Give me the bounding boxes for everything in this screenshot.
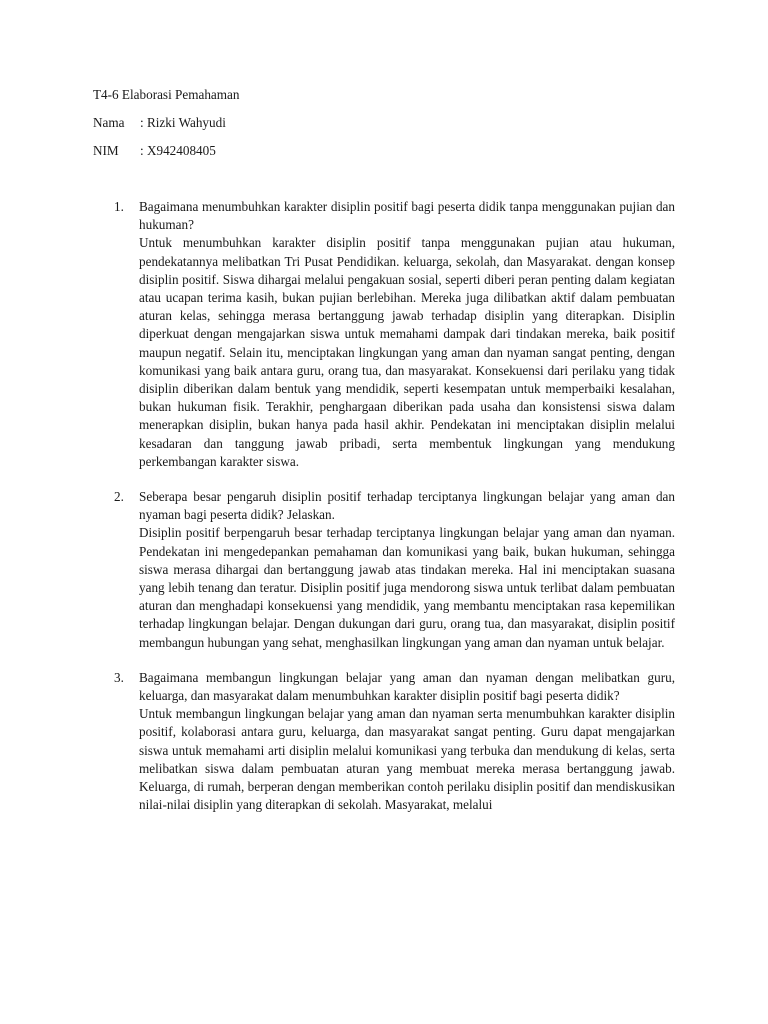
nim-row — [93, 142, 693, 170]
answer-text: Untuk membangun lingkungan belajar yang aman dan nyaman serta menumbuhkan karakter disiplin positif, kolaborasi antara guru, keluarga, dan masyarakat sangat penting. Guru dapat mengajarkan siswa untuk memahami arti disiplin melalui komunikasi yang terbuka dan mendukung di kelas, serta melibatkan siswa dalam pembuatan aturan yang membuat mereka merasa bertanggung jawab. Keluarga, di rumah, berperan dengan memberikan contoh perilaku disiplin positif dan mendiskusikan nilai-nilai disiplin yang diterapkan di sekolah. Masyarakat, melalui — [139, 706, 675, 813]
question-number: 2. — [114, 489, 124, 505]
document-header — [93, 86, 693, 170]
question-list — [114, 198, 675, 832]
question-text: Bagaimana menumbuhkan karakter disiplin positif bagi peserta didik tanpa menggunakan pujian dan hukuman? — [139, 199, 675, 233]
document-title: T4-6 Elaborasi Pemahaman — [93, 87, 240, 102]
question-item-1 — [114, 198, 675, 471]
question-number: 1. — [114, 199, 124, 214]
name-row — [93, 114, 693, 142]
question-text: Seberapa besar pengaruh disiplin positif terhadap terciptanya lingkungan belajar yang aman dan nyaman bagi peserta didik? Jelaskan. — [139, 489, 675, 523]
nim-value: : X942408405 — [140, 143, 216, 158]
question-item-2 — [114, 488, 675, 652]
question-text: Bagaimana membangun lingkungan belajar yang aman dan nyaman dengan melibatkan guru, keluarga, dan masyarakat dalam menumbuhkan karakter disiplin positif bagi peserta didik? — [139, 669, 675, 704]
name-label: Nama — [93, 115, 125, 130]
name-value: : Rizki Wahyudi — [140, 115, 226, 130]
answer-text: Untuk menumbuhkan karakter disiplin positif tanpa menggunakan pujian atau hukuman, pendekatannya melibatkan Tri Pusat Pendidikan. keluarga, sekolah, dan Masyarakat. dengan konsep disiplin positif. Siswa dihargai melalui pengakuan sosial, seperti diberi peran penting dalam kegiatan atau ucapan terima kasih, bukan pujian berlebihan. Mereka juga dilibatkan aktif dalam pembuatan aturan kelas, sehingga merasa bertanggung jawab terhadap disiplin yang diterapkan. Disiplin diperkuat dengan mengajarkan siswa untuk memahami dampak dari tindakan mereka, baik positif maupun negatif. Selain itu, menciptakan lingkungan yang aman dan nyaman sangat penting, dengan komunikasi yang baik antara guru, orang tua, dan masyarakat. Konsekuensi dari perilaku yang tidak disiplin diberikan dalam bentuk yang mendidik, seperti kesempatan untuk memperbaiki kesalahan, bukan hukuman fisik. Terakhir, penghargaan diberikan pada usaha dan konsistensi siswa dalam menerapkan disiplin, bukan hanya pada hasil akhir. Pendekatan ini menciptakan disiplin melalui kesadaran dan tanggung jawab pribadi, serta membentuk lingkungan yang mendukung perkembangan karakter siswa. — [139, 235, 675, 469]
question-item-3 — [114, 669, 675, 815]
answer-text: Disiplin positif berpengaruh besar terhadap terciptanya lingkungan belajar yang aman dan nyaman. Pendekatan ini mengedepankan pemahaman dan komunikasi yang baik, bukan hukuman, sehingga siswa merasa dihargai dan bertanggung jawab atas tindakan mereka. Hal ini menciptakan suasana yang lebih tenang dan teratur. Disiplin positif juga mendorong siswa untuk terlibat dalam pembuatan aturan dan menghadapi konsekuensi yang mendidik, yang membantu menciptakan rasa kepemilikan terhadap lingkungan belajar. Dengan dukungan dari guru, orang tua, dan masyarakat, disiplin positif membangun hubungan yang sehat, menghasilkan lingkungan yang aman dan nyaman untuk belajar. — [139, 525, 675, 650]
question-number: 3. — [114, 669, 124, 685]
nim-label: NIM — [93, 143, 119, 158]
